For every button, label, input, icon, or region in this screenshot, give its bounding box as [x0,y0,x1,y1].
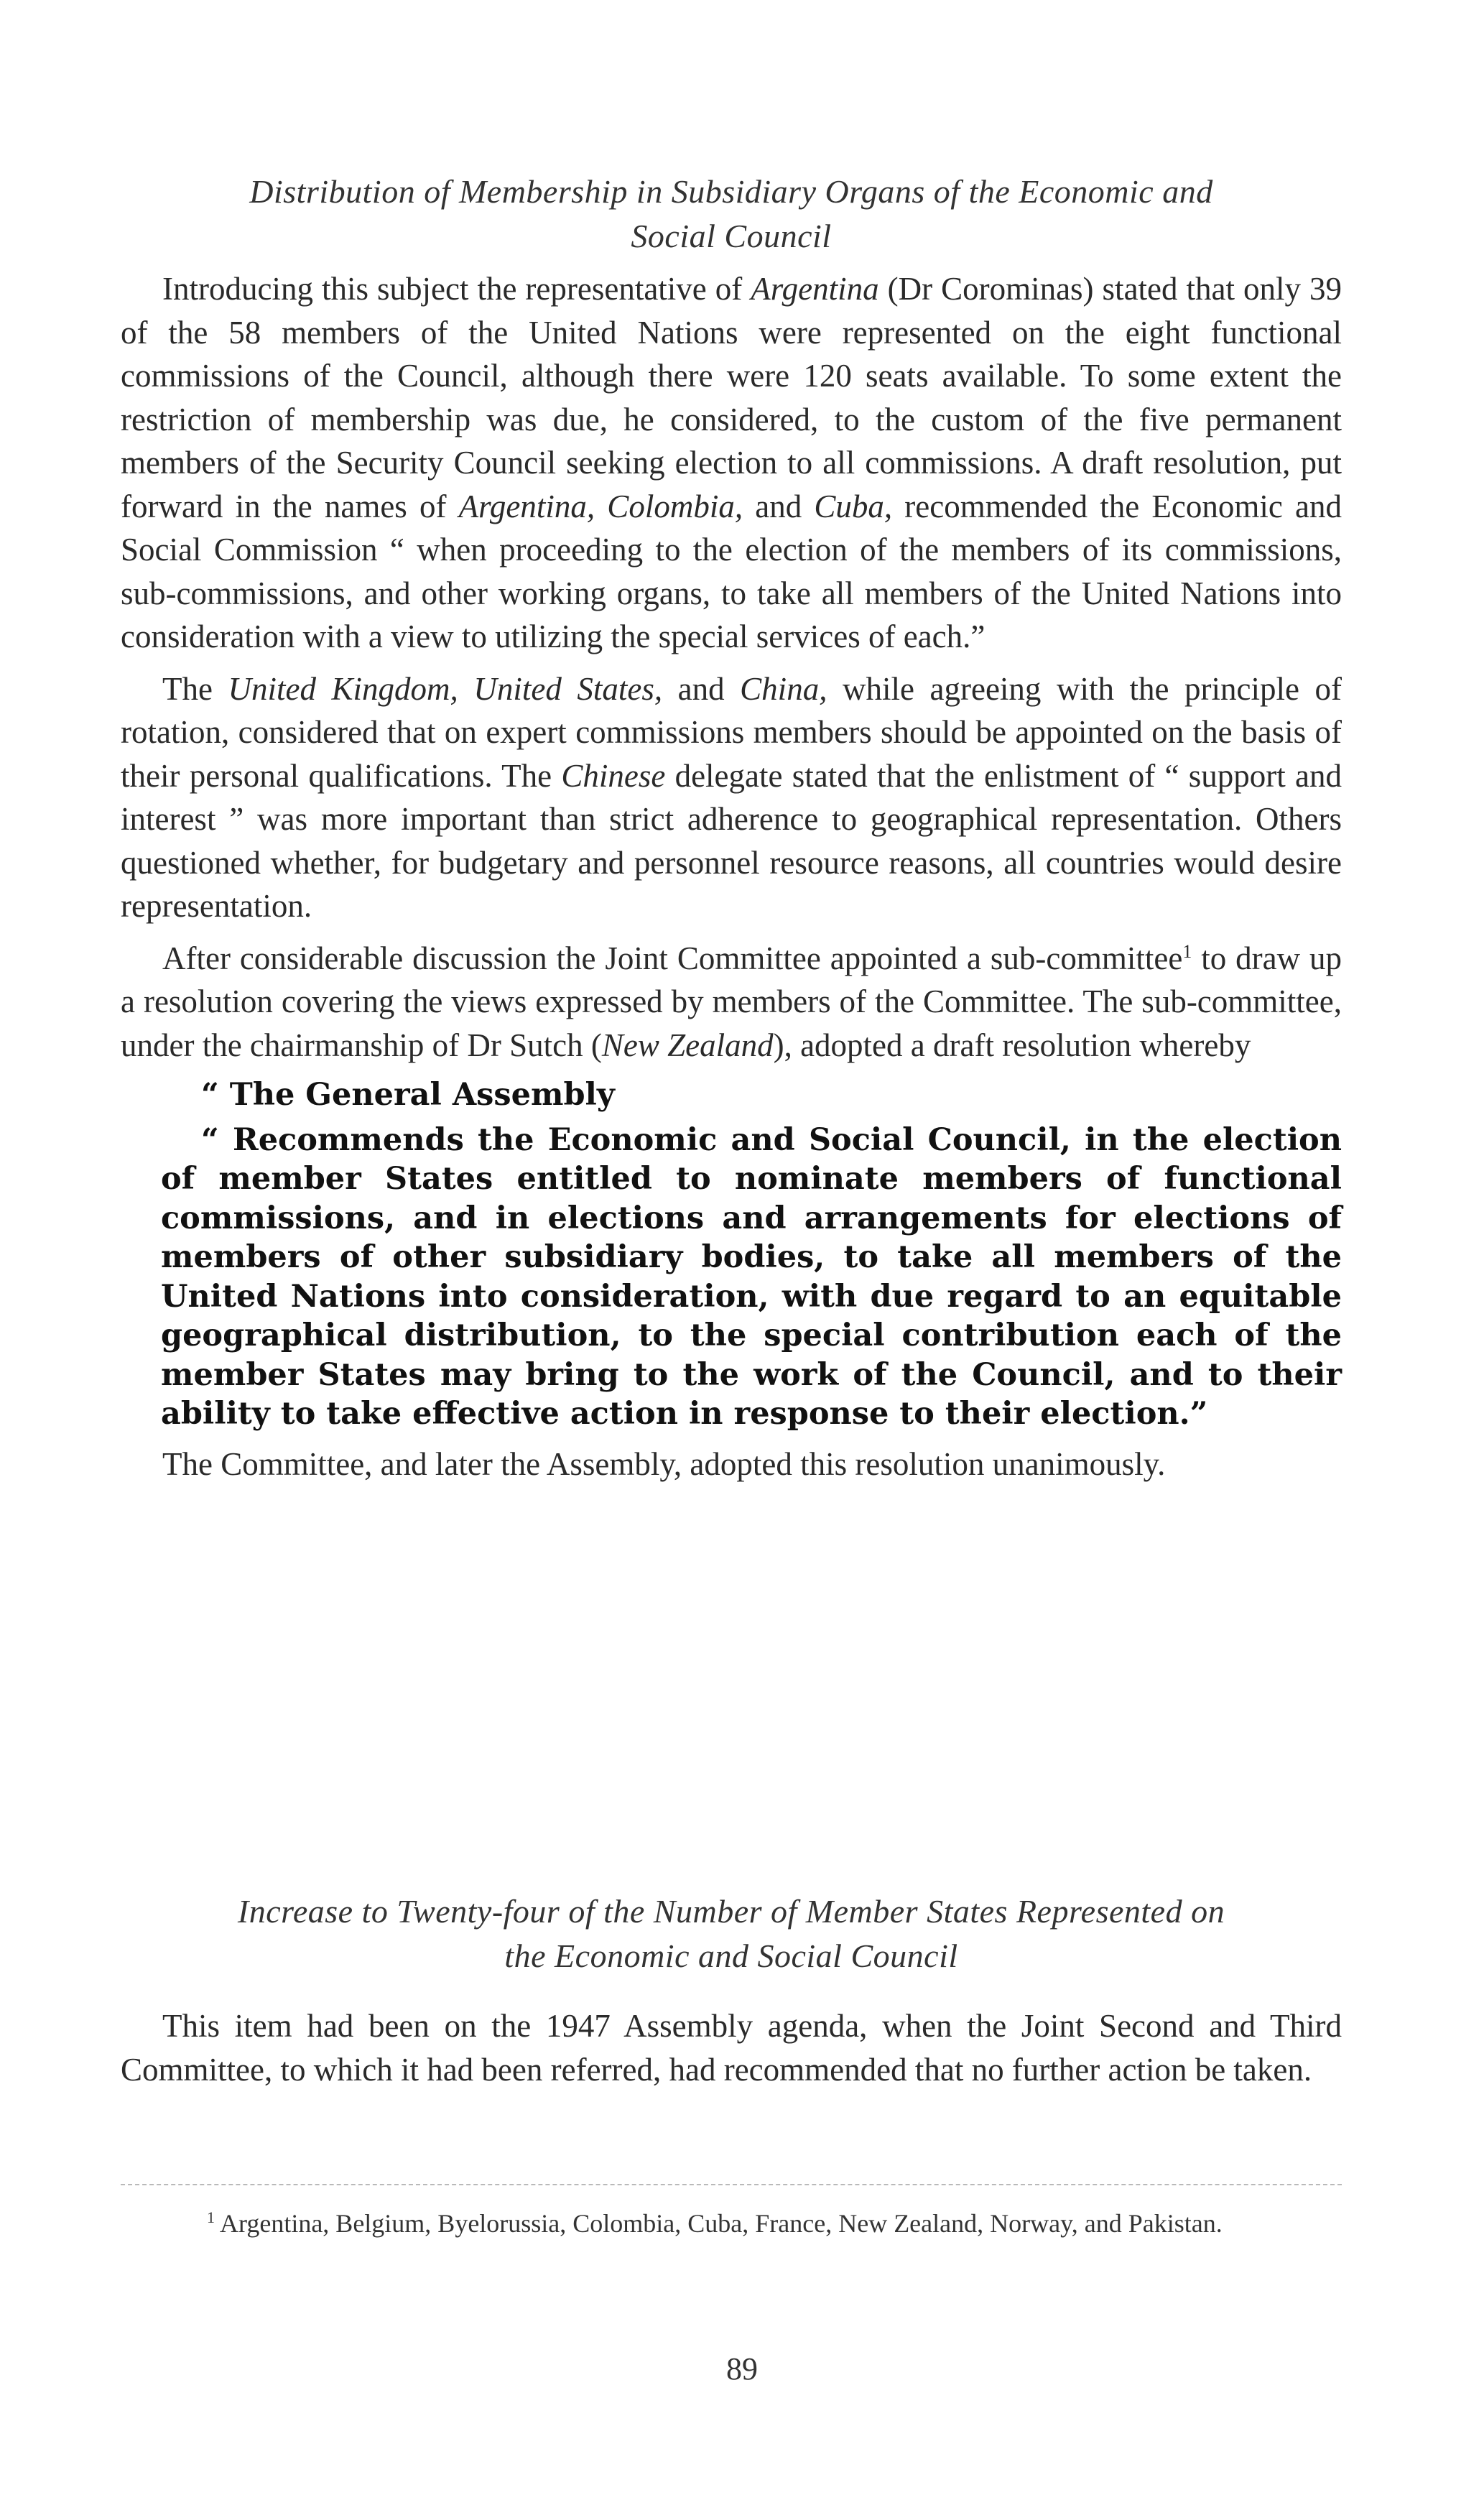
text-run: and [662,670,741,707]
section-heading-line: Distribution of Membership in Subsidiary Organs of the Economic and [249,173,1213,210]
text-run: while agreeing with the principle of rotation, considered that on expert commissions members should be appointed on the basis of their personal qualifications. The [121,670,1342,794]
country-name: Argentina [751,271,879,307]
country-name: China, [740,670,827,707]
page-number: 89 [726,2351,758,2386]
text-run: The [162,670,228,707]
section-heading-increase [121,1889,1342,1978]
paragraph-adoption: The Committee, and later the Assembly, adopted this resolution unanimously. [162,1445,1166,1482]
resolution-text [121,1075,1342,1434]
text-run: to draw up a resolution covering the views expressed by members of the Committee. The sub-committee, under the chairmanship of Dr Sutch ( [121,940,1342,1063]
nationality: Chinese [561,757,666,794]
country-name: Cuba, [814,488,893,524]
section-body-membership [121,267,1342,1494]
resolution-body: “ Recommends the Economic and Social Council, in the election of member States entitled to nominate members of functional commissions, and in elections and arrangements for elections of members of other subsidiary bodies, to take all members of the United Nations into consideration, with due regard to an equitable geographical distribution, to the special contribution each of the member States may bring to the work of the Council, and to their ability to take effective action in response to their election.” [161,1121,1342,1432]
section-heading-line: Increase to Twenty-four of the Number of Member States Represented on [237,1893,1225,1930]
text-run: delegate stated that the enlistment of “ support and interest ” was more important than strict adherence to geographical representation. Others questioned whether, for budgetary and personnel resource reasons, all countries would desire representation. [121,757,1342,924]
country-names: United Kingdom, United States, [228,670,663,707]
footnote [121,2207,1342,2240]
paragraph-rotation [121,667,1342,928]
footnote-divider [121,2184,1342,2185]
section-heading-line: the Economic and Social Council [504,1937,958,1974]
paragraph-subcommittee [121,937,1342,1068]
text-run: and [743,488,815,524]
section-body-increase [121,2004,1342,2100]
section-heading-line: Social Council [631,218,832,254]
text-run: After considerable discussion the Joint Committee appointed a sub-committee [162,940,1183,976]
section-heading-membership [121,170,1342,259]
country-names: Argentina, Colombia, [458,488,743,524]
footnote-mark: 1 [207,2208,215,2226]
footnote-text: Argentina, Belgium, Byelorussia, Colombia, Cuba, France, New Zealand, Norway, and Pakistan. [215,2209,1223,2238]
text-run: Introducing this subject the representative of [162,271,751,307]
resolution-title: “ The General Assembly [201,1077,615,1113]
paragraph-introduction [121,267,1342,659]
footnote-reference: 1 [1182,940,1192,962]
text-run: (Dr Corominas) stated that only 39 of the 58 members of the United Nations were represented on the eight functional commissions of the Council, although there were 120 seats available. To some extent the restriction of membership was due, he considered, to the custom of the five permanent members of the Security Council seeking election to all commissions. A draft resolution, put forward in the names of [121,271,1342,524]
paragraph-agenda-item: This item had been on the 1947 Assembly agenda, when the Joint Second and Third Committee, to which it had been referred, had recommended that no further action be taken. [121,2008,1342,2088]
country-name: New Zealand [601,1027,774,1063]
text-run: ), adopted a draft resolution whereby [773,1027,1251,1063]
text-run: recommended the Economic and Social Commission “ when proceeding to the election of the members of its commissions, sub-commissions, and other working organs, to take all members of the United Nations into consideration with a view to utilizing the special services of each.” [121,488,1342,654]
